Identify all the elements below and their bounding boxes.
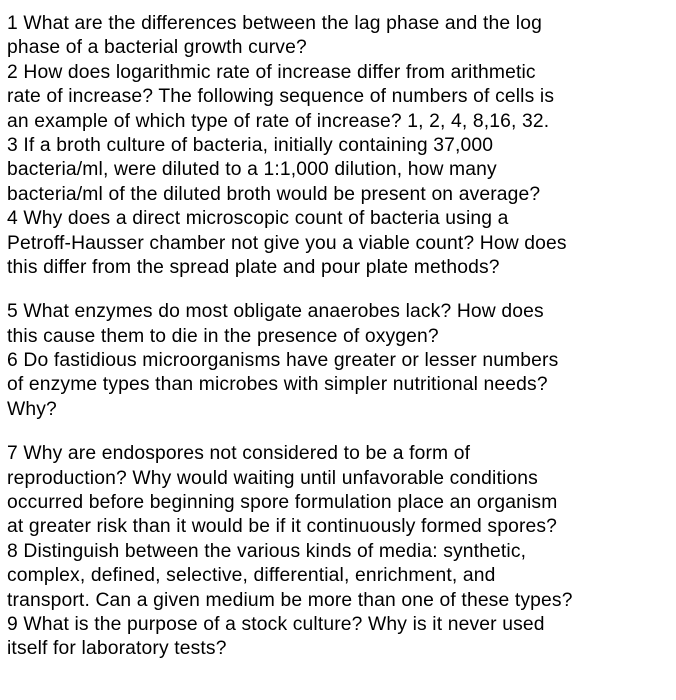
text-line: 7 Why are endospores not considered to be a form of <box>7 443 471 465</box>
text-line: 3 If a broth culture of bacteria, initially containing 37,000 <box>7 134 494 156</box>
text-line: 1 What are the differences between the lag phase and the log <box>7 13 542 34</box>
text-line: rate of increase? The following sequence of numbers of cells is <box>7 86 555 108</box>
text-line: complex, defined, selective, differential, enrichment, and <box>7 565 496 587</box>
text-line: 4 Why does a direct microscopic count of bacteria using a <box>7 208 509 230</box>
question-group-2 <box>7 300 671 422</box>
text-line: itself for laboratory tests? <box>7 638 227 660</box>
text-line: phase of a bacterial growth curve? <box>7 37 307 59</box>
text-line: 9 What is the purpose of a stock culture? Why is it never used <box>7 613 545 635</box>
text-line: an example of which type of rate of increase? 1, 2, 4, 8,16, 32. <box>7 110 550 132</box>
text-line: 8 Distinguish between the various kinds of media: synthetic, <box>7 540 527 562</box>
question-group-3 <box>7 442 671 662</box>
text-line: occurred before beginning spore formulation place an organism <box>7 492 558 514</box>
question-group-1 <box>7 12 671 280</box>
text-line: 5 What enzymes do most obligate anaerobes lack? How does <box>7 301 544 323</box>
paragraph-gap <box>7 280 671 300</box>
text-line: at greater risk than it would be if it continuously formed spores? <box>7 516 558 538</box>
text-line: transport. Can a given medium be more than one of these types? <box>7 589 573 611</box>
text-line: Petroff-Hausser chamber not give you a viable count? How does <box>7 232 567 254</box>
text-line: reproduction? Why would waiting until unfavorable conditions <box>7 467 538 489</box>
text-line: Why? <box>7 398 57 420</box>
text-line: of enzyme types than microbes with simpler nutritional needs? <box>7 374 548 396</box>
text-line: this cause them to die in the presence of oxygen? <box>7 325 439 347</box>
text-line: this differ from the spread plate and pour plate methods? <box>7 256 500 278</box>
question-document <box>7 12 671 662</box>
text-line: 2 How does logarithmic rate of increase differ from arithmetic <box>7 61 536 83</box>
text-line: bacteria/ml of the diluted broth would be present on average? <box>7 183 541 205</box>
paragraph-gap <box>7 422 671 442</box>
text-line: bacteria/ml, were diluted to a 1:1,000 dilution, how many <box>7 159 497 181</box>
text-line: 6 Do fastidious microorganisms have greater or lesser numbers <box>7 350 559 372</box>
